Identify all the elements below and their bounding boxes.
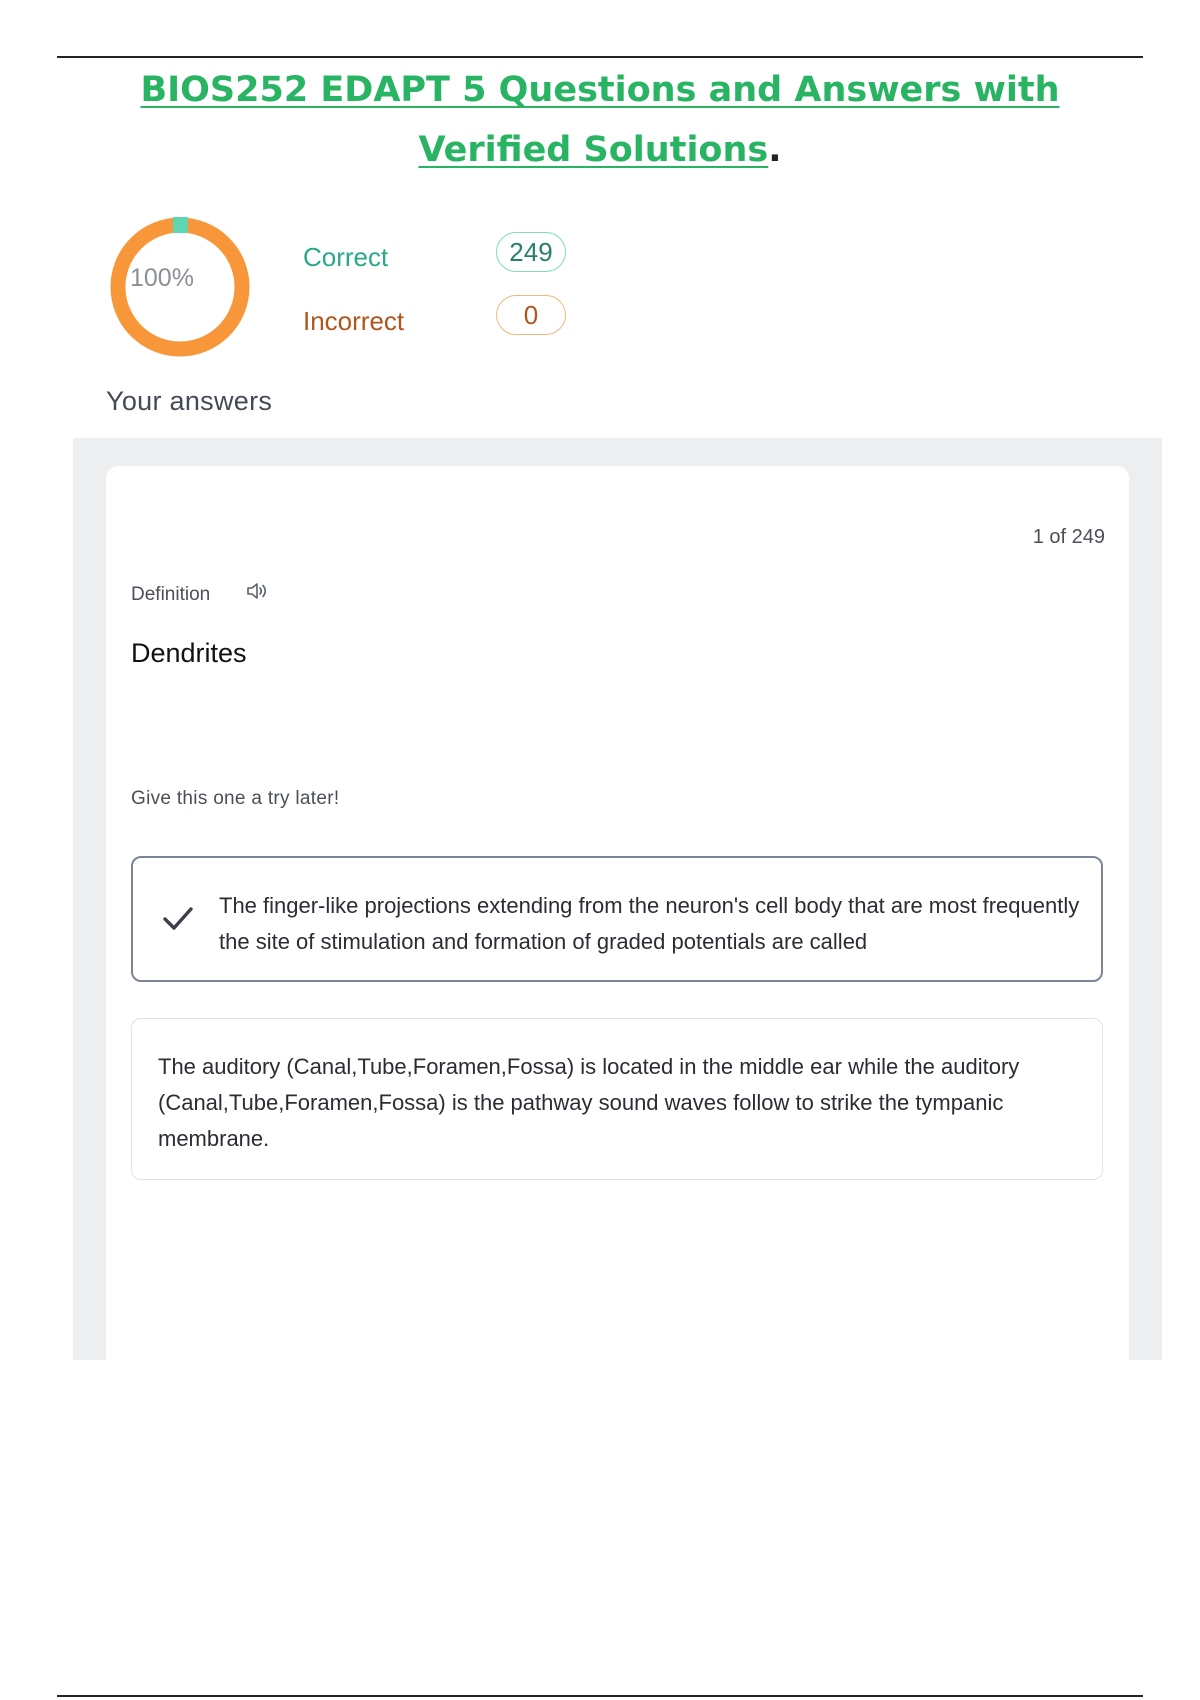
- top-rule: [57, 56, 1143, 58]
- correct-count-badge: 249: [496, 232, 566, 272]
- question-counter: 1 of 249: [1032, 526, 1105, 548]
- score-percent: 100%: [130, 264, 194, 292]
- term-text: Dendrites: [131, 638, 247, 668]
- title-period: .: [768, 130, 782, 170]
- answer-option-text: The auditory (Canal,Tube,Foramen,Fossa) is located in the middle ear while the auditory (Canal,Tube,Foramen,Fossa) is the pathway sound waves follow to strike the tympanic membrane.: [158, 1054, 1020, 1151]
- document-title: [0, 60, 1200, 180]
- answer-card: [106, 466, 1129, 1360]
- checkmark-icon: [161, 904, 195, 934]
- title-line-2: Verified Solutions: [418, 130, 769, 170]
- your-answers-heading: Your answers: [106, 386, 273, 416]
- speaker-icon[interactable]: [246, 581, 270, 601]
- answers-panel: [73, 438, 1162, 1360]
- incorrect-count-badge: 0: [496, 295, 566, 335]
- incorrect-label: Incorrect: [303, 306, 405, 336]
- answer-option-selected[interactable]: [131, 856, 1103, 982]
- correct-label: Correct: [303, 242, 389, 272]
- bottom-rule: [57, 1695, 1143, 1697]
- try-later-hint: Give this one a try later!: [131, 788, 340, 809]
- title-line-1: BIOS252 EDAPT 5 Questions and Answers with: [140, 70, 1060, 110]
- answer-option[interactable]: [131, 1018, 1103, 1180]
- answer-option-text: The finger-like projections extending from the neuron's cell body that are most frequently the site of stimulation and formation of graded potentials are called: [219, 893, 1080, 954]
- definition-label: Definition: [131, 584, 211, 605]
- score-ring-marker: [173, 217, 188, 233]
